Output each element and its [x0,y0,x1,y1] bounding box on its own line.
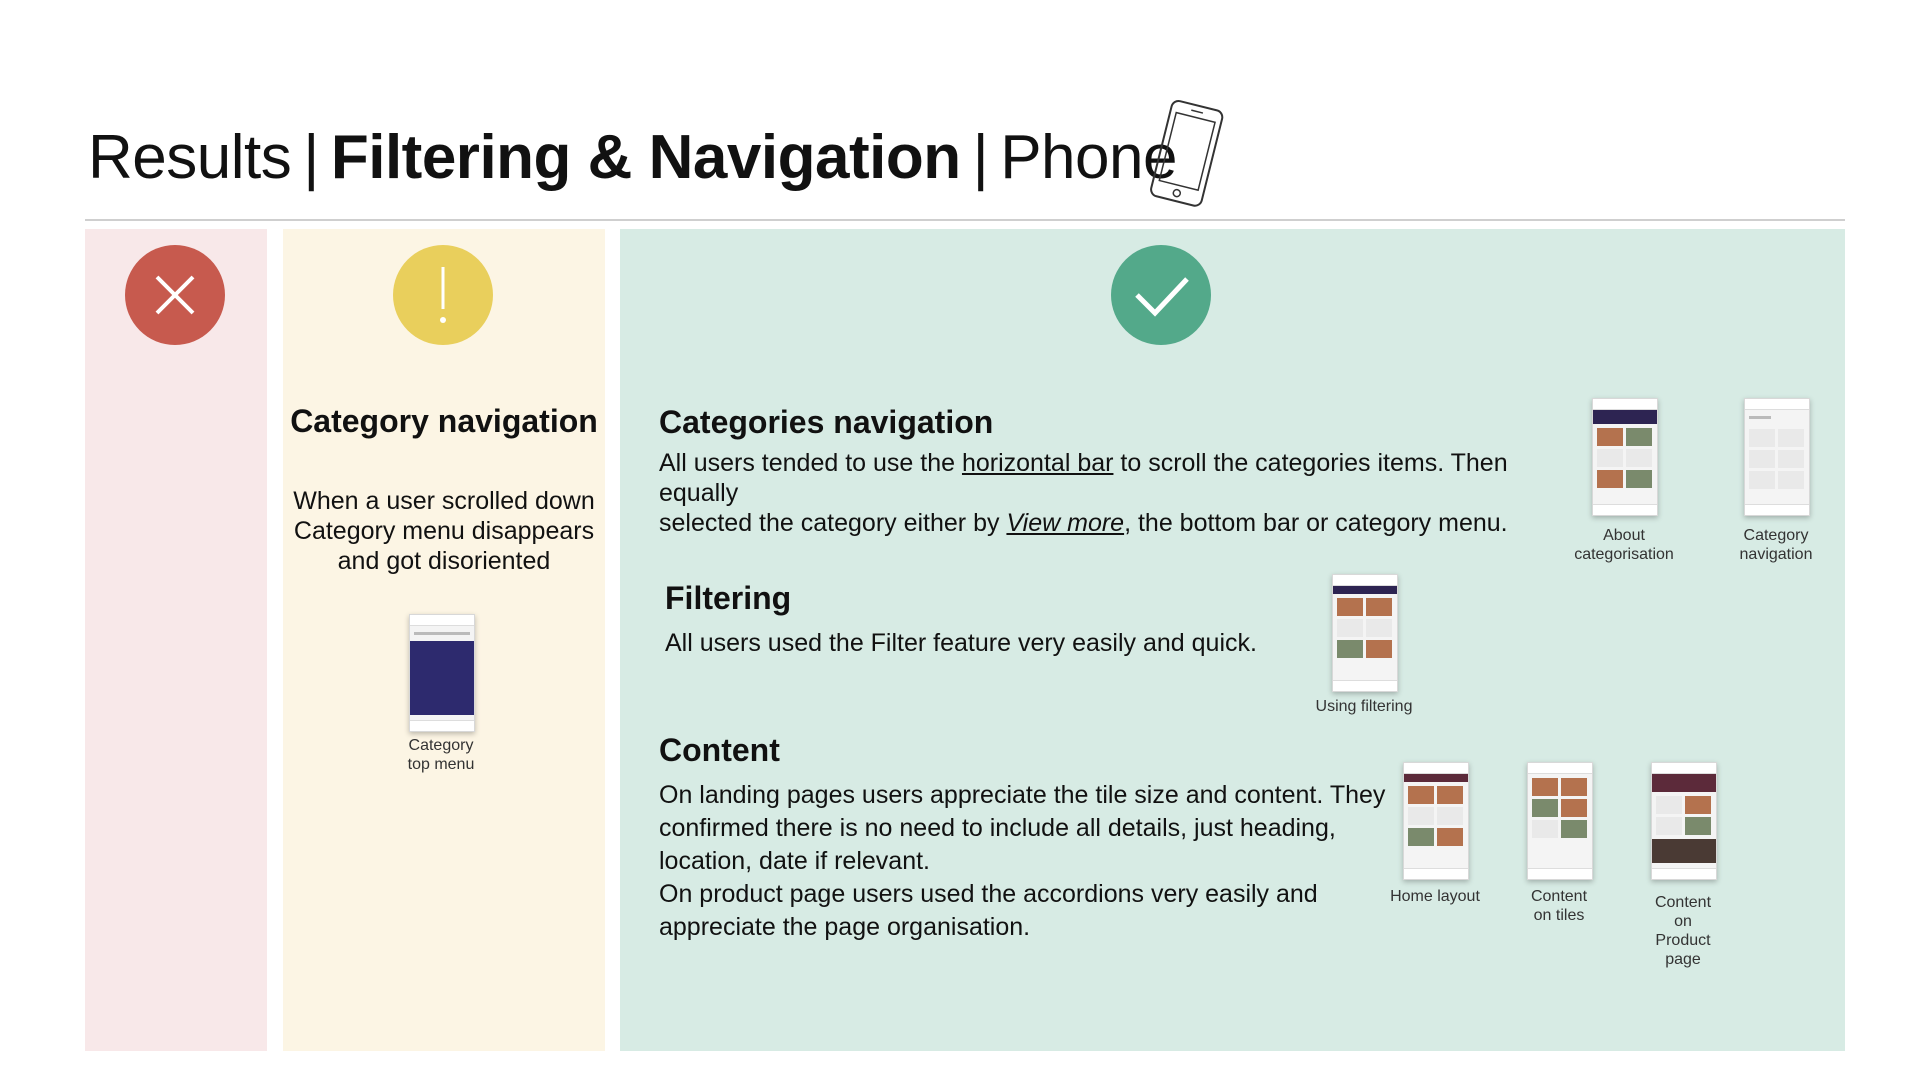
thumbnail-caption: About categorisation [1574,527,1674,563]
phone-icon [1140,96,1230,216]
home-layout-thumbnail [1403,762,1469,880]
horizontal-bar-link: horizontal bar [961,449,1114,477]
category-top-menu-thumbnail [409,614,475,732]
thumbnail-caption: Content on tiles [1530,888,1588,924]
title-separator: | [972,123,989,192]
thumbnail-caption: Content on Product page [1654,894,1712,968]
thumbnail-caption: Category navigation [1739,527,1813,563]
cross-icon [125,245,225,345]
using-filtering-thumbnail [1332,574,1398,692]
categories-navigation-heading: Categories navigation [659,404,994,440]
content-on-product-page-thumbnail [1651,762,1717,880]
categories-navigation-text: All users tended to use the horizontal bar to scroll the categories items. Then equally selected the category either by View more, the bottom bar or category menu. [659,449,1508,537]
title-device: Phone [1000,123,1177,192]
view-more-link: View more [1006,509,1125,537]
thumbnail-caption: Using filtering [1315,698,1413,715]
title-separator: | [303,123,319,192]
about-categorisation-thumbnail [1592,398,1658,516]
header-divider [85,219,1845,221]
thumbnail-caption: Category top menu [407,737,475,773]
content-text: On landing pages users appreciate the tile size and content. They confirmed there is no need to include all details, just heading, location, date if relevant. On product page users used the accordions very easily and appreciate the page organisation. [659,781,1386,941]
filtering-heading: Filtering [665,580,792,616]
page-title [88,118,1177,198]
title-topic: Filtering & Navigation [330,123,961,192]
content-heading: Content [659,732,780,768]
thumbnail-caption: Home layout [1390,888,1480,905]
warning-heading: Category navigation [290,403,598,439]
checkmark-icon [1111,245,1211,345]
filtering-text: All users used the Filter feature very easily and quick. [665,629,1257,657]
title-results: Results [88,123,292,192]
negative-panel [85,229,267,1051]
warning-text: When a user scrolled down Category menu disappears and got disoriented [293,487,595,575]
category-navigation-thumbnail [1744,398,1810,516]
exclamation-icon [393,245,493,345]
content-on-tiles-thumbnail [1527,762,1593,880]
